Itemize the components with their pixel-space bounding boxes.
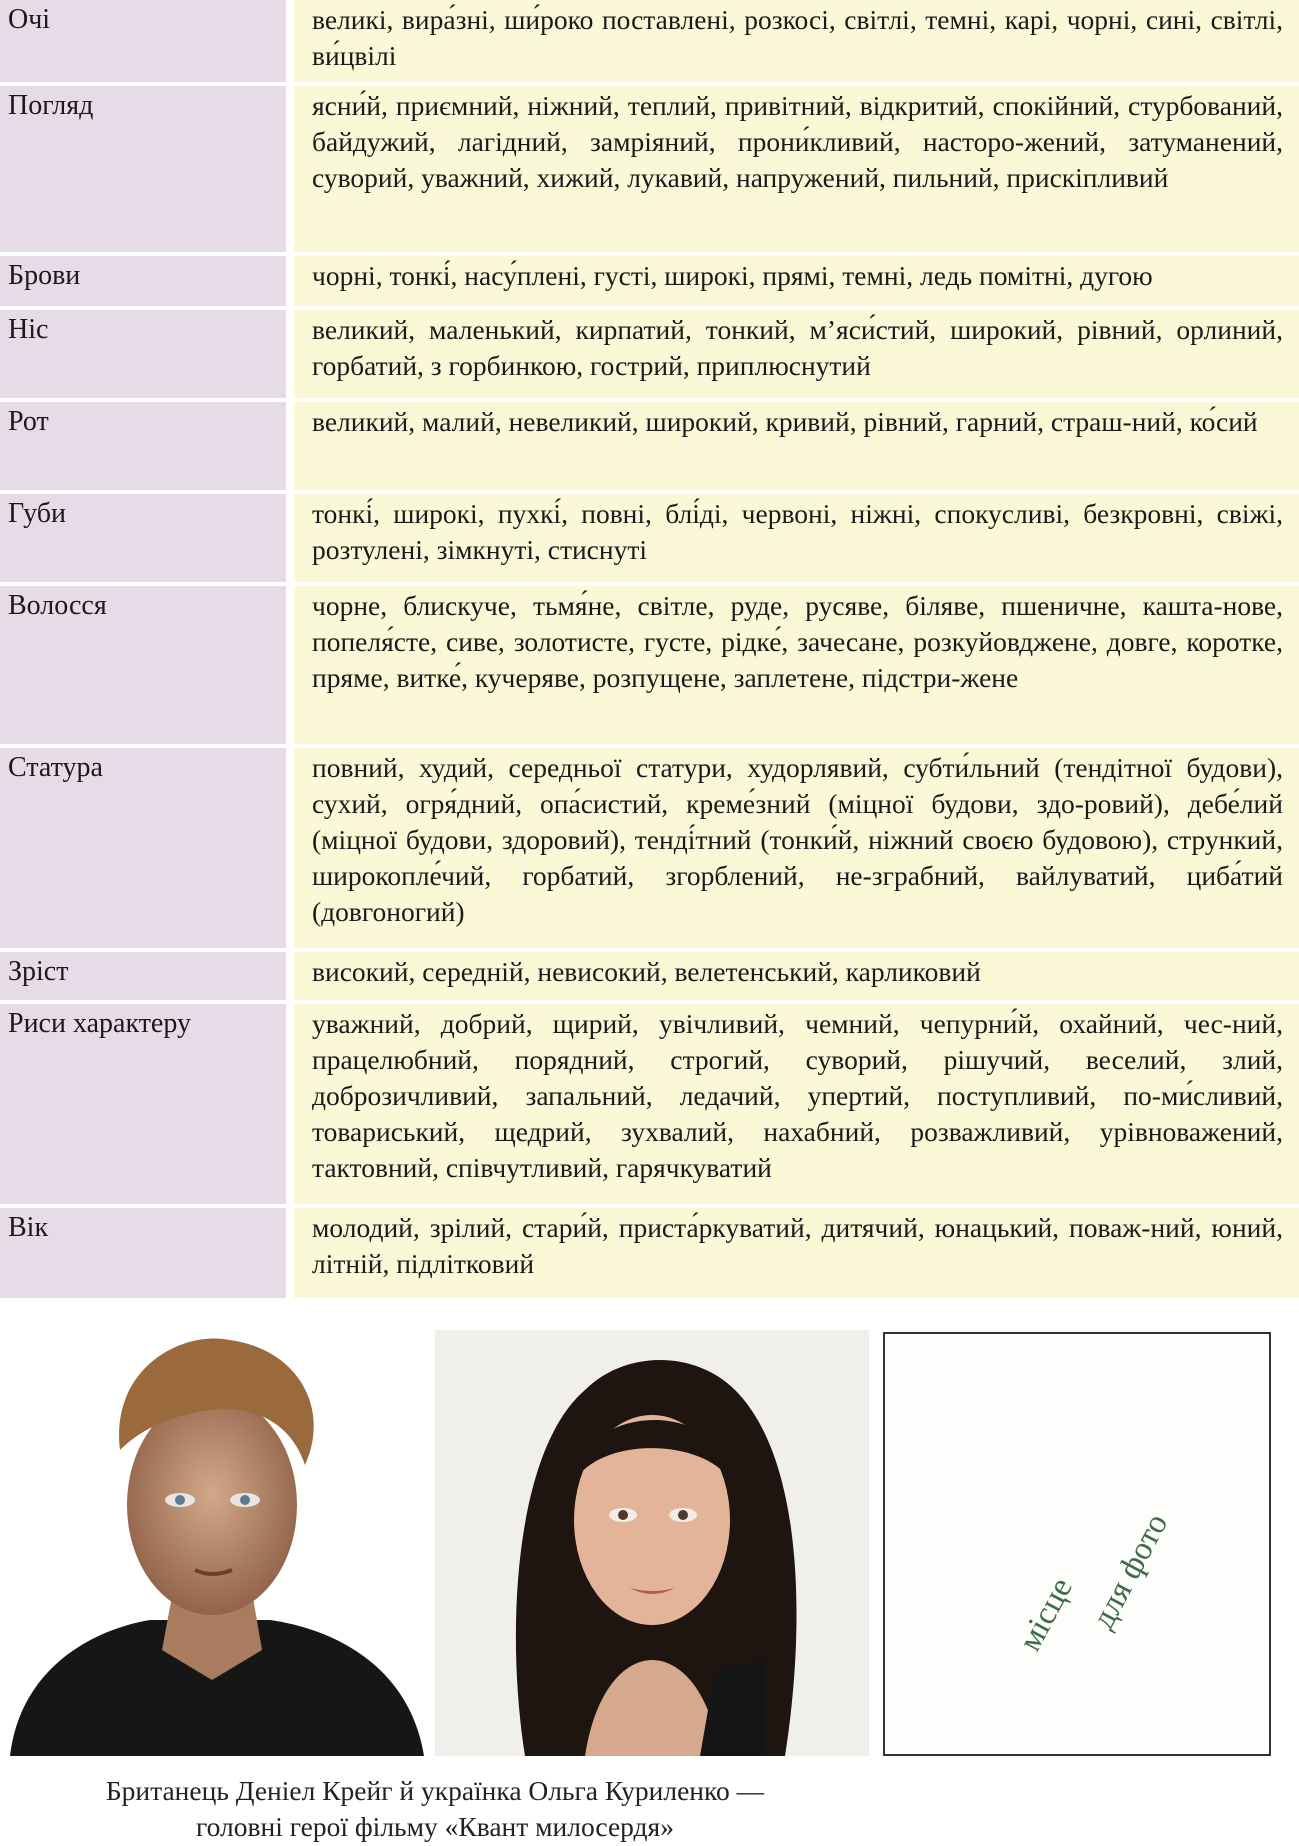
portrait-man-image — [0, 1330, 424, 1756]
term-cell: Брови — [0, 256, 290, 306]
term-cell: Вік — [0, 1208, 290, 1298]
row-hair — [0, 586, 1299, 744]
row-eyebrows — [0, 256, 1299, 306]
term-cell: Зріст — [0, 952, 290, 1000]
photo-placeholder-frame — [883, 1332, 1271, 1756]
photo-caption — [0, 1773, 870, 1845]
row-mouth — [0, 402, 1299, 490]
caption-line-2: головні герої фільму «Квант милосердя» — [196, 1811, 674, 1842]
description-cell: повний, худий, середньої статури, худорлявий, субти́льний (тендітної будови), сухий, огря́дний, опа́систий, креме́зний (міцної будови, здо-ровий), дебе́лий (міцної будови, здоровий), тенді́тний (тонки́й, ніжний своєю будовою), стрункий, широкопле́чий, горбатий, згорблений, не-зграбний, вайлуватий, циба́тий (довгоногий) — [294, 748, 1299, 948]
placeholder-word-2: для фото — [1085, 1507, 1176, 1635]
term-cell: Риси характеру — [0, 1004, 290, 1204]
term-cell: Ніс — [0, 310, 290, 398]
term-cell: Волосся — [0, 586, 290, 744]
placeholder-word-1: місце — [1012, 1571, 1080, 1657]
description-cell: молодий, зрілий, стари́й, приста́ркуватий, дитячий, юнацький, поваж-ний, юний, літній, підлітковий — [294, 1208, 1299, 1298]
portrait-woman-image — [435, 1330, 869, 1756]
row-nose — [0, 310, 1299, 398]
description-cell: ясни́й, приємний, ніжний, теплий, привітний, відкритий, спокійний, стурбований, байдужий, лагідний, замріяний, прони́кливий, насторо-жений, затуманений, суворий, уважний, хижий, лукавий, напружений, пильний, прискіпливий — [294, 86, 1299, 252]
term-cell: Очі — [0, 0, 290, 82]
description-cell: великий, маленький, кирпатий, тонкий, м’яси́стий, широкий, рівний, орлиний, горбатий, з горбинкою, гострий, приплюснутий — [294, 310, 1299, 398]
caption-line-1: Британець Деніел Крейг й українка Ольга Куриленко — — [105, 1775, 765, 1806]
photo-man — [0, 1330, 424, 1756]
description-cell: уважний, добрий, щирий, увічливий, чемний, чепурни́й, охайний, чес-ний, працелюбний, порядний, строгий, суворий, рішучий, веселий, злий, доброзичливий, запальний, ледачий, упертий, поступливий, по-ми́сливий, товариський, щедрий, зухвалий, нахабний, розважливий, урівноважений, тактовний, співчутливий, гарячкуватий — [294, 1004, 1299, 1204]
photo-strip — [0, 1330, 1299, 1760]
row-gaze — [0, 86, 1299, 252]
description-cell: чорні, тонкі́, насу́плені, густі, широкі, прямі, темні, ледь помітні, дугою — [294, 256, 1299, 306]
photo-woman — [435, 1330, 869, 1756]
description-cell: чорне, блискуче, тьмя́не, світле, руде, русяве, біляве, пшеничне, кашта-нове, попеля́сте, сиве, золотисте, густе, рідке́, зачесане, розкуйовджене, довге, коротке, пряме, витке́, кучеряве, розпущене, заплетене, підстри-жене — [294, 586, 1299, 744]
row-lips — [0, 494, 1299, 582]
description-cell: великий, малий, невеликий, широкий, кривий, рівний, гарний, страш-ний, ко́сий — [294, 402, 1299, 490]
description-cell: великі, вира́зні, ши́роко поставлені, розкосі, світлі, темні, карі, чорні, сині, світлі, ви́цвілі — [294, 0, 1299, 82]
description-cell: тонкі́, широкі, пухкі́, повні, блі́ді, червоні, ніжні, спокусливі, безкровні, свіжі, розтулені, зімкнуті, стиснуті — [294, 494, 1299, 582]
term-cell: Погляд — [0, 86, 290, 252]
row-build — [0, 748, 1299, 948]
row-height — [0, 952, 1299, 1000]
row-age — [0, 1208, 1299, 1298]
term-cell: Статура — [0, 748, 290, 948]
row-character — [0, 1004, 1299, 1204]
row-eyes — [0, 0, 1299, 82]
term-cell: Губи — [0, 494, 290, 582]
description-cell: високий, середній, невисокий, велетенський, карликовий — [294, 952, 1299, 1000]
term-cell: Рот — [0, 402, 290, 490]
